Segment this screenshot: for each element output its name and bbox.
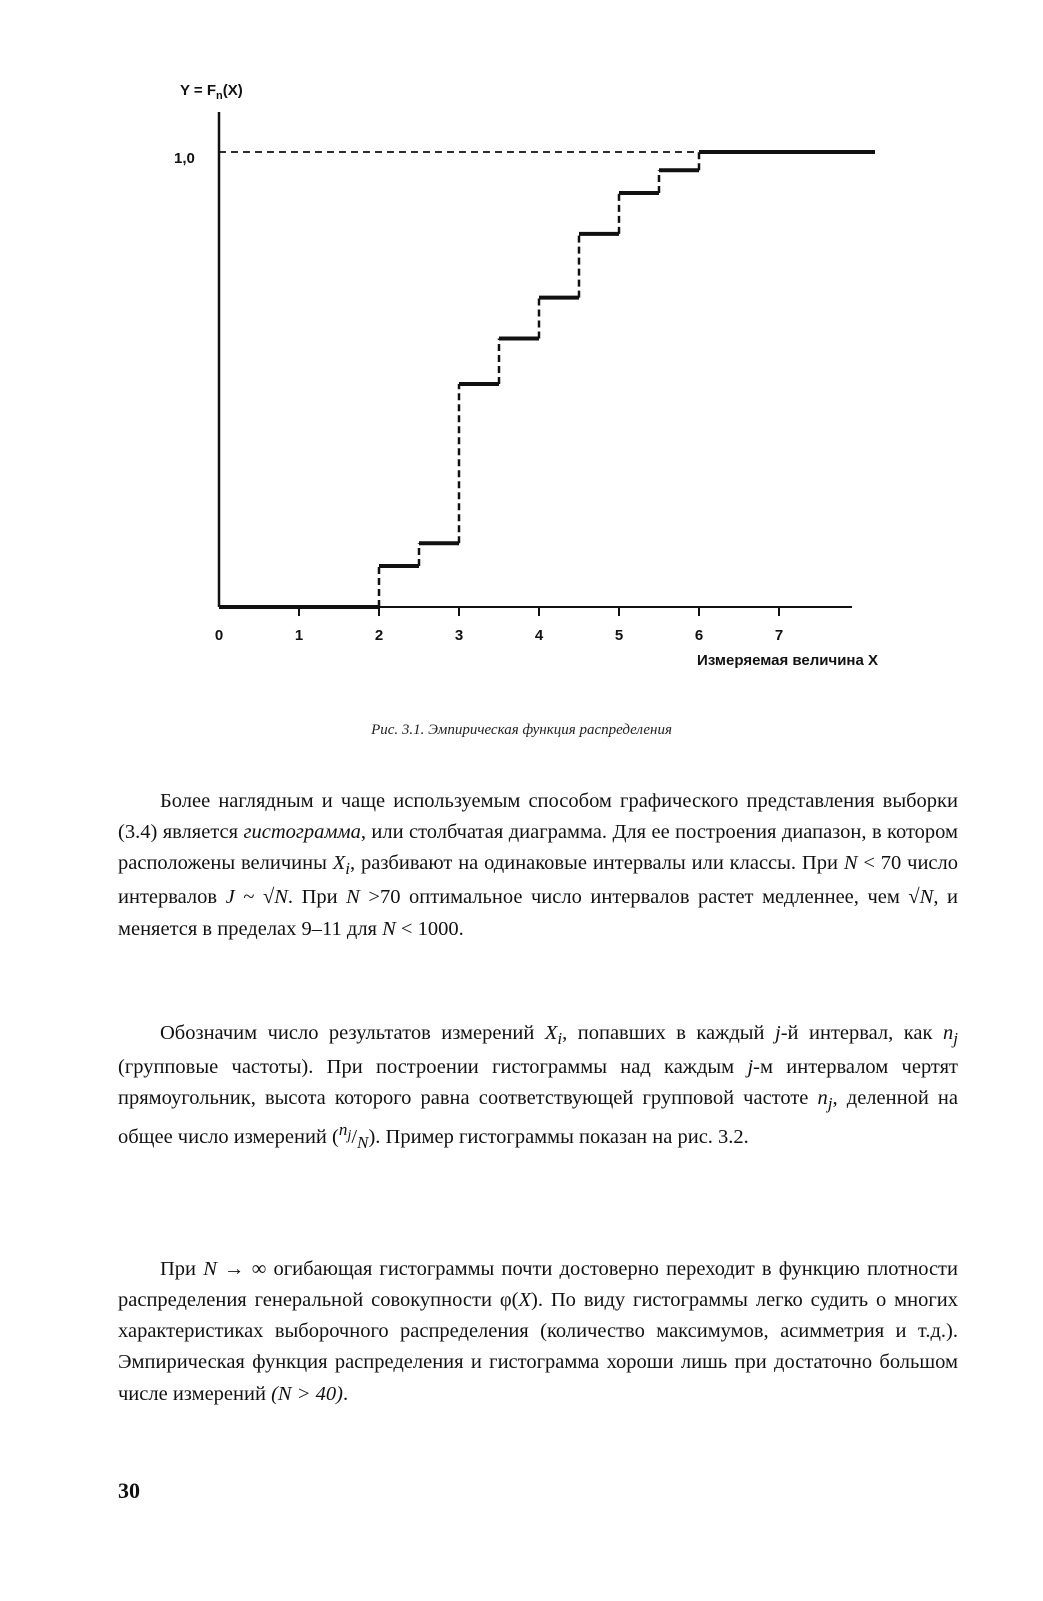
x-tick-label: 7 (774, 627, 784, 644)
y-axis-label: $Y = F_n(X)$ (180, 82, 243, 102)
x-tick-label: 0 (214, 627, 224, 644)
x-tick-label: 1 (294, 627, 304, 644)
paragraph-3: При N → ∞ огибающая гистограммы почти достоверно переходит в функцию плотности распределения генеральной совокупности φ(X). По виду гистограммы легко судить о многих характеристиках выборочного распределения (количество максимумов, асимметрия и т.д.). Эмпирическая функция распределения и гистограмма хороши лишь при достаточно большом числе измерений (N > 40). (118, 1258, 959, 1405)
y-tick-label: 1,0 (174, 150, 195, 167)
x-tick-label: 3 (454, 627, 464, 644)
empirical-distribution-chart (0, 0, 1043, 700)
x-tick-labels (215, 627, 783, 644)
x-axis-label: Измеряемая величина X (697, 652, 878, 669)
step-function (219, 152, 875, 607)
x-tick-label: 4 (534, 627, 544, 644)
axes (219, 112, 852, 616)
x-tick-label: 2 (374, 627, 384, 644)
page-number: 30 (118, 1478, 140, 1503)
figure-caption: Рис. 3.1. Эмпирическая функция распределения (371, 722, 672, 738)
paragraph-2: Обозначим число результатов измерений $X_i$, попавших в каждый j-й интервал, как $n_j$ (групповые частоты). При построении гистограммы над каждым j-м интервалом чертят прямоугольник, высота которого равна соответствующей групповой частоте $n_j$, деленной на общее число измерений $(^{n_j}/_N)$. Пример гистограммы показан на рис. 3.2. (118, 1022, 959, 1153)
paragraph-1: Более наглядным и чаще используемым способом графического представления выборки (3.4) является гистограмма, или столбчатая диаграмма. Для ее построения диапазон, в котором расположены величины $X_i$, разбивают на одинаковые интервалы или классы. При N < 70 число интервалов J ~ √N. При N >70 оптимальное число интервалов растет медленнее, чем √N, и меняется в пределах 9–11 для N < 1000. (118, 790, 958, 940)
x-tick-label: 6 (694, 627, 704, 644)
x-tick-label: 5 (614, 627, 624, 644)
